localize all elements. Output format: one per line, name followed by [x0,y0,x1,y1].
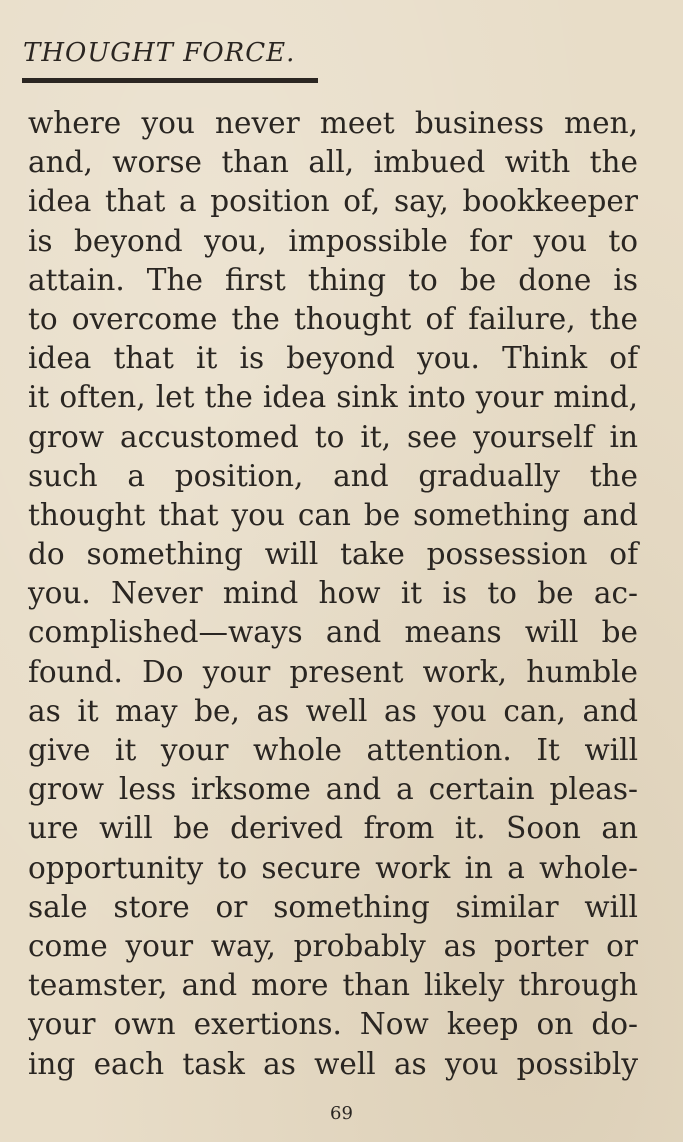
text-line: give it your whole attention. It will [28,733,638,767]
text-line: idea that it is beyond you. Think of [28,341,638,376]
page-number: 69 [330,1103,353,1124]
text-line: where you never meet business men, [28,106,638,140]
text-line: you. Never mind how it is to be ac- [28,576,638,611]
text-line: complished—ways and means will be [28,615,638,650]
text-line: do something will take possession of [28,537,638,572]
text-line: your own exertions. Now keep on do- [28,1007,638,1042]
text-line: sale store or something similar will [28,889,638,924]
text-line: teamster, and more than likely through [28,968,638,1003]
text-line: idea that a position of, say, bookkeeper [28,184,638,219]
text-line: to overcome the thought of failure, the [28,301,638,336]
text-line: come your way, probably as porter or [28,928,638,963]
text-line: such a position, and gradually the [28,458,638,493]
text-line: opportunity to secure work in a whole- [28,850,638,885]
text-line: thought that you can be something and [28,497,638,532]
text-line: is beyond you, impossible for you to [28,223,638,258]
body-text [28,104,638,1084]
running-head: THOUGHT FORCE. [23,38,296,68]
text-line: as it may be, as well as you can, and [28,693,638,728]
text-line: ing each task as well as you possibly [28,1046,638,1081]
text-line: found. Do your present work, humble [28,654,638,689]
header-rule [22,78,318,83]
text-line: grow accustomed to it, see yourself in [28,419,638,454]
text-line: grow less irksome and a certain pleas- [28,772,638,807]
text-line: and, worse than all, imbued with the [28,145,638,180]
text-line: ure will be derived from it. Soon an [28,811,638,846]
text-line: it often, let the idea sink into your mind, [28,380,638,415]
text-line: attain. The first thing to be done is [28,262,638,297]
